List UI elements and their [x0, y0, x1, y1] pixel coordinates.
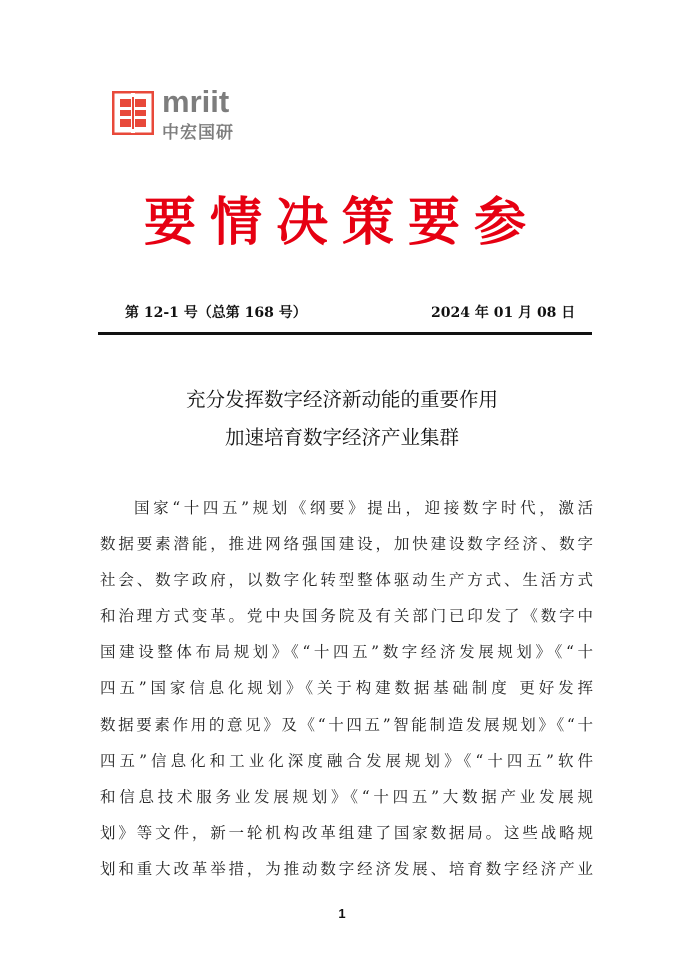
body-line: 四五”国家信息化规划》《关于构建数据基础制度 更好发挥: [100, 679, 593, 698]
article-title-line-2: 加速培育数字经济产业集群: [224, 426, 459, 449]
body-line: 数据要素作用的意见》及《“十四五”智能制造发展规划》《“十: [100, 715, 593, 734]
body-line: 国家“十四五”规划《纲要》提出，迎接数字时代，激活: [134, 499, 593, 517]
body-line: 划和重大改革举措，为推动数字经济发展、培育数字经济产业: [100, 859, 593, 878]
issue-number: 第 12-1 号（总第 168 号）: [125, 305, 307, 321]
masthead-title: 要情决策要参: [143, 192, 540, 253]
page-number: 1: [338, 906, 346, 921]
body-line: 划》等文件，新一轮机构改革组建了国家数据局。这些战略规: [100, 823, 593, 842]
logo-text-cn: 中宏国研: [162, 123, 234, 143]
body-line: 和信息技术服务业发展规划》《“十四五”大数据产业发展规: [100, 787, 593, 806]
body-line: 四五”信息化和工业化深度融合发展规划》《“十四五”软件: [100, 751, 593, 770]
logo-text-en: mriit: [162, 84, 230, 119]
body-line: 社会、数字政府，以数字化转型整体驱动生产方式、生活方式: [100, 571, 593, 590]
mriit-logo-icon: [112, 91, 154, 135]
article-title-line-1: 充分发挥数字经济新动能的重要作用: [185, 388, 498, 411]
article-body: [100, 490, 593, 887]
logo: [112, 84, 252, 143]
header-rule: [98, 332, 592, 335]
body-line: 数据要素潜能，推进网络强国建设，加快建设数字经济、数字: [100, 535, 593, 554]
issue-date: 2024 年 01 月 08 日: [431, 305, 576, 321]
body-line: 和治理方式变革。党中央国务院及有关部门已印发了《数字中: [100, 607, 593, 626]
body-line: 国建设整体布局规划》《“十四五”数字经济发展规划》《“十: [100, 643, 593, 662]
